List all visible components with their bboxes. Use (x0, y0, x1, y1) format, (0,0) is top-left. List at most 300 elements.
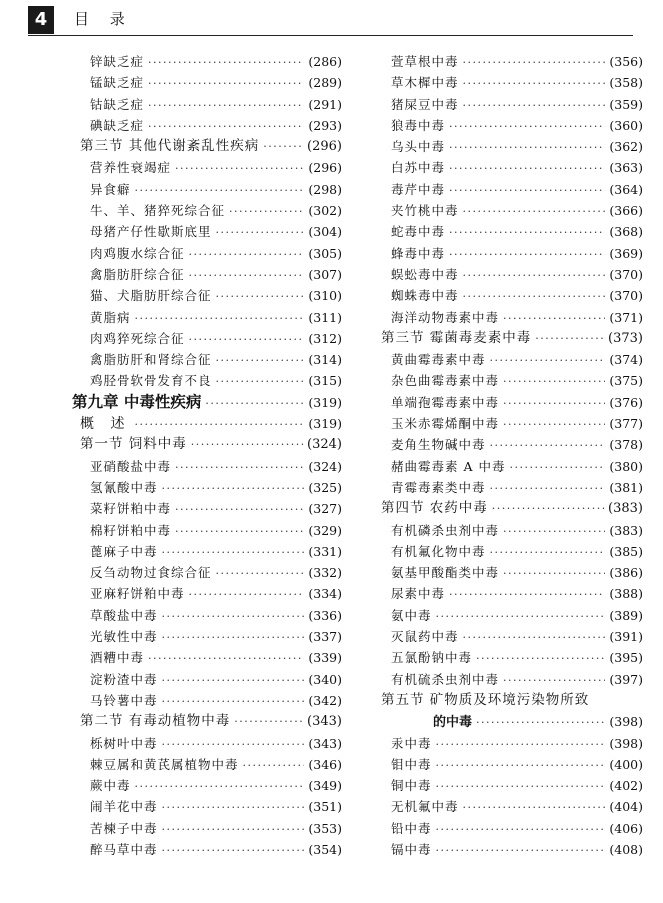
dot-leader (490, 350, 606, 371)
toc-entry-label: 草酸盐中毒 (90, 607, 158, 623)
dot-leader (162, 606, 305, 627)
toc-entry-page: (398) (609, 714, 643, 730)
toc-entry[interactable] (373, 733, 643, 754)
dot-leader (535, 328, 604, 349)
toc-entry[interactable] (72, 328, 342, 349)
toc-entry-label: 亚硝酸盐中毒 (90, 458, 172, 474)
toc-entry-page: (362) (609, 139, 643, 155)
toc-entry-page: (395) (609, 650, 643, 666)
dot-leader (463, 95, 606, 116)
toc-entry-page: (304) (308, 224, 342, 240)
toc-entry-label: 禽脂肪肝综合征 (90, 266, 185, 282)
toc-entry[interactable] (373, 264, 643, 285)
toc-entry[interactable] (373, 72, 643, 93)
dot-leader (436, 606, 606, 627)
dot-leader (205, 393, 304, 414)
dot-leader (503, 308, 605, 329)
dot-leader (503, 521, 605, 542)
toc-entry-page: (370) (609, 288, 643, 304)
dot-leader (436, 734, 606, 755)
toc-entry-label: 灭鼠药中毒 (391, 629, 459, 645)
dot-leader (162, 670, 305, 691)
toc-entry[interactable] (373, 477, 643, 498)
dot-leader (449, 180, 605, 201)
dot-leader (162, 691, 305, 712)
toc-entry-label: 苦楝子中毒 (90, 820, 158, 836)
toc-entry[interactable] (72, 370, 342, 391)
toc-entry-label: 尿素中毒 (391, 586, 446, 602)
toc-entry[interactable] (373, 775, 643, 796)
dot-leader (503, 371, 605, 392)
toc-entry[interactable] (72, 51, 342, 72)
toc-entry-page: (358) (609, 75, 643, 91)
toc-entry-label: 草木樨中毒 (391, 75, 459, 91)
toc-entry-label: 第五节 矿物质及环境污染物所致 (381, 691, 590, 708)
toc-entry[interactable] (373, 328, 643, 349)
toc-entry[interactable] (72, 94, 342, 115)
dot-leader (243, 755, 305, 776)
dot-leader (449, 158, 605, 179)
toc-entry-page: (385) (609, 543, 643, 559)
dot-leader (449, 584, 605, 605)
toc-entry-page: (376) (609, 394, 643, 410)
dot-leader (189, 244, 305, 265)
dot-leader (135, 180, 305, 201)
page-number: 4 (28, 6, 54, 34)
toc-entry-page: (343) (308, 735, 342, 751)
toc-entry[interactable] (373, 583, 643, 604)
toc-entry[interactable] (72, 690, 342, 711)
dot-leader (463, 286, 606, 307)
toc-entry[interactable] (373, 434, 643, 455)
toc-entry[interactable] (72, 562, 342, 583)
toc-entry-page: (340) (308, 671, 342, 687)
toc-entry-page: (364) (609, 181, 643, 197)
toc-entry-label: 的中毒 (433, 715, 473, 731)
toc-entry-page: (311) (308, 309, 342, 325)
toc-entry-page: (383) (608, 501, 643, 517)
toc-entry-page: (293) (308, 117, 342, 133)
toc-entry-page: (360) (609, 117, 643, 133)
dot-leader (436, 776, 606, 797)
toc-entry[interactable] (373, 669, 643, 690)
toc-entry-page: (378) (609, 437, 643, 453)
toc-entry-label: 亚麻籽饼粕中毒 (90, 586, 185, 602)
dot-leader (436, 819, 606, 840)
toc-entry[interactable] (373, 605, 643, 626)
toc-entry-label: 棘豆属和黄芪属植物中毒 (90, 756, 239, 772)
toc-entry[interactable] (72, 307, 342, 328)
toc-entry-label: 母猪产仔性歇斯底里 (90, 224, 212, 240)
dot-leader (216, 563, 305, 584)
toc-entry-page: (307) (308, 266, 342, 282)
toc-entry[interactable] (373, 94, 643, 115)
toc-entry-page: (325) (308, 479, 342, 495)
toc-entry-label: 第四节 农药中毒 (381, 500, 488, 517)
toc-entry-label: 酒糟中毒 (90, 650, 145, 666)
toc-entry[interactable] (72, 179, 342, 200)
toc-entry[interactable] (373, 711, 643, 732)
dot-leader (216, 222, 305, 243)
dot-leader (134, 414, 304, 435)
toc-entry-label: 肉鸡猝死综合征 (90, 330, 185, 346)
dot-leader (449, 116, 605, 137)
dot-leader (449, 137, 605, 158)
dot-leader (148, 73, 304, 94)
toc-entry[interactable] (72, 285, 342, 306)
toc-entry-label: 白苏中毒 (391, 160, 446, 176)
toc-entry-page: (310) (308, 288, 342, 304)
dot-leader (229, 201, 304, 222)
dot-leader (148, 95, 304, 116)
toc-entry-label: 氨基甲酸酯类中毒 (391, 565, 500, 581)
toc-entry-page: (349) (308, 778, 342, 794)
toc-entry-page: (315) (308, 373, 342, 389)
toc-entry-label: 闹羊花中毒 (90, 799, 158, 815)
toc-entry-page: (331) (308, 543, 342, 559)
toc-entry[interactable] (72, 243, 342, 264)
toc-entry[interactable] (373, 520, 643, 541)
toc-entry-page: (381) (609, 479, 643, 495)
toc-entry-page: (286) (308, 54, 342, 69)
dot-leader (162, 840, 305, 861)
toc-entry-label: 锰缺乏症 (90, 75, 145, 91)
toc-entry-label: 五氯酚钠中毒 (391, 650, 473, 666)
toc-entry[interactable] (373, 157, 643, 178)
toc-entry-page: (353) (308, 820, 342, 836)
toc-entry[interactable] (72, 796, 342, 817)
toc-entry-page: (332) (308, 565, 342, 581)
toc-entry-label: 青霉毒素类中毒 (391, 479, 486, 495)
dot-leader (135, 308, 305, 329)
toc-entry[interactable] (373, 179, 643, 200)
toc-entry-label: 禽脂肪肝和肾综合征 (90, 352, 212, 368)
toc-entry-page: (408) (609, 841, 643, 857)
toc-entry[interactable] (373, 562, 643, 583)
toc-entry-label: 淀粉渣中毒 (90, 671, 158, 687)
toc-entry-page: (305) (308, 245, 342, 261)
toc-entry[interactable] (72, 434, 342, 455)
toc-entry-label: 菜籽饼粕中毒 (90, 501, 172, 517)
toc-entry[interactable] (373, 136, 643, 157)
toc-entry-page: (324) (307, 437, 342, 453)
toc-entry-page: (354) (308, 841, 342, 857)
dot-leader (436, 840, 606, 861)
toc-entry-label: 肉鸡腹水综合征 (90, 245, 185, 261)
toc-entry[interactable] (72, 477, 342, 498)
toc-entry-label: 夹竹桃中毒 (391, 203, 459, 219)
toc-entry-page: (404) (609, 799, 643, 815)
toc-entry[interactable] (373, 796, 643, 817)
toc-entry[interactable] (72, 839, 342, 860)
dot-leader (490, 478, 606, 499)
toc-entry[interactable] (72, 498, 342, 519)
toc-entry-page: (342) (308, 692, 342, 708)
toc-entry-label: 钼中毒 (391, 756, 432, 772)
dot-leader (234, 711, 303, 732)
toc-entry-label: 杂色曲霉毒素中毒 (391, 373, 500, 389)
toc-entry-label: 猫、犬脂肪肝综合征 (90, 288, 212, 304)
toc-entry-label: 光敏性中毒 (90, 629, 158, 645)
toc-entry-page: (319) (308, 394, 342, 410)
toc-entry-label: 黄曲霉毒素中毒 (391, 352, 486, 368)
toc-entry-page: (371) (609, 309, 643, 325)
toc-entry-page: (314) (308, 352, 342, 368)
toc-entry-label: 毒芹中毒 (391, 181, 446, 197)
dot-leader (191, 434, 303, 455)
toc-entry[interactable] (72, 157, 342, 178)
dot-leader (175, 457, 304, 478)
toc-entry-label: 锌缺乏症 (90, 54, 145, 69)
toc-entry-label: 赭曲霉毒素 A 中毒 (391, 458, 506, 474)
dot-leader (175, 158, 304, 179)
toc-entry[interactable] (72, 711, 342, 732)
toc-entry-label: 营养性衰竭症 (90, 160, 172, 176)
toc-entry-label: 概 述 (80, 416, 131, 433)
dot-leader (476, 712, 605, 733)
dot-leader (463, 73, 606, 94)
toc-entry-page: (383) (609, 522, 643, 538)
dot-leader (449, 244, 605, 265)
toc-entry-page: (397) (609, 671, 643, 687)
toc-entry-page: (324) (308, 458, 342, 474)
toc-entry[interactable] (373, 349, 643, 370)
toc-entry[interactable] (72, 669, 342, 690)
toc-entry[interactable] (373, 690, 643, 711)
toc-entry-label: 镉中毒 (391, 841, 432, 857)
dot-leader (189, 584, 305, 605)
dot-leader (436, 755, 606, 776)
dot-leader (490, 435, 606, 456)
toc-entry-label: 反刍动物过食综合征 (90, 565, 212, 581)
toc-entry[interactable] (72, 583, 342, 604)
toc-entry[interactable] (373, 392, 643, 413)
toc-entry[interactable] (373, 754, 643, 775)
toc-entry-page: (327) (308, 501, 342, 517)
toc-entry-label: 牛、羊、猪猝死综合征 (90, 203, 226, 219)
toc-entry-page: (398) (609, 735, 643, 751)
toc-entry-label: 栎树叶中毒 (90, 735, 158, 751)
toc-entry-page: (380) (609, 458, 643, 474)
toc-entry-page: (391) (609, 629, 643, 645)
toc-entry-page: (351) (308, 799, 342, 815)
toc-entry-page: (346) (308, 756, 342, 772)
toc-entry-label: 氨中毒 (391, 607, 432, 623)
toc-entry-label: 第一节 饲料中毒 (80, 436, 187, 453)
toc-entry-label: 汞中毒 (391, 735, 432, 751)
toc-entry-page: (406) (609, 820, 643, 836)
toc-entry[interactable] (72, 775, 342, 796)
toc-entry-page: (334) (308, 586, 342, 602)
dot-leader (463, 52, 606, 73)
toc-entry-label: 有机硫杀虫剂中毒 (391, 671, 500, 687)
page-title: 目 录 (74, 10, 133, 28)
toc-entry-page: (369) (609, 245, 643, 261)
toc-entry[interactable] (373, 541, 643, 562)
toc-entry-label: 异食癖 (90, 181, 131, 197)
toc-entry-page: (389) (609, 607, 643, 623)
toc-entry[interactable] (373, 647, 643, 668)
toc-entry-label: 铜中毒 (391, 778, 432, 794)
toc-entry[interactable] (72, 115, 342, 136)
toc-entry-page: (339) (308, 650, 342, 666)
dot-leader (189, 329, 305, 350)
toc-entry[interactable] (72, 647, 342, 668)
toc-entry-label: 第九章 中毒性疾病 (72, 392, 202, 411)
toc-entry[interactable] (373, 285, 643, 306)
toc-entry-page: (377) (609, 416, 643, 432)
dot-leader (216, 350, 305, 371)
dot-leader (503, 393, 605, 414)
toc-entry-label: 乌头中毒 (391, 139, 446, 155)
toc-entry[interactable] (373, 115, 643, 136)
toc-entry-label: 蕨中毒 (90, 778, 131, 794)
toc-entry-label: 蜘蛛毒中毒 (391, 288, 459, 304)
dot-leader (135, 776, 305, 797)
toc-entry-label: 蜈蚣毒中毒 (391, 266, 459, 282)
toc-entry[interactable] (373, 413, 643, 434)
toc-entry[interactable] (373, 200, 643, 221)
toc-entry-page: (356) (609, 54, 643, 69)
toc-entry-label: 第三节 其他代谢紊乱性疾病 (80, 138, 260, 155)
toc-entry[interactable] (72, 349, 342, 370)
toc-entry[interactable] (72, 605, 342, 626)
toc-entry-label: 碘缺乏症 (90, 117, 145, 133)
dot-leader (189, 265, 305, 286)
toc-entry[interactable] (72, 221, 342, 242)
toc-entry[interactable] (72, 72, 342, 93)
toc-entry-label: 鸡胫骨软骨发育不良 (90, 373, 212, 389)
dot-leader (463, 627, 606, 648)
toc-entry[interactable] (373, 370, 643, 391)
dot-leader (492, 498, 604, 519)
toc-entry-page: (296) (307, 139, 342, 155)
toc-entry[interactable] (72, 626, 342, 647)
toc-entry-label: 海洋动物毒素中毒 (391, 309, 500, 325)
dot-leader (148, 52, 304, 73)
toc-entry-page: (402) (609, 778, 643, 794)
toc-entry-label: 单端孢霉毒素中毒 (391, 394, 500, 410)
toc-entry[interactable] (72, 754, 342, 775)
toc-entry-label: 氢氰酸中毒 (90, 479, 158, 495)
header-rule (28, 35, 633, 36)
toc-entry[interactable] (72, 264, 342, 285)
dot-leader (162, 819, 305, 840)
dot-leader (503, 563, 605, 584)
toc-entry-page: (386) (609, 565, 643, 581)
toc-entry-label: 玉米赤霉烯酮中毒 (391, 416, 500, 432)
dot-leader (148, 648, 304, 669)
toc-entry-page: (336) (308, 607, 342, 623)
toc-entry[interactable] (373, 51, 643, 72)
toc-entry-page: (388) (609, 586, 643, 602)
toc-entry[interactable] (373, 498, 643, 519)
toc-entry-page: (359) (609, 96, 643, 112)
toc-entry-label: 醉马草中毒 (90, 841, 158, 857)
toc-entry-label: 狼毒中毒 (391, 117, 446, 133)
toc-entry[interactable] (72, 541, 342, 562)
dot-leader (263, 136, 303, 157)
dot-leader (162, 542, 305, 563)
dot-leader (463, 201, 606, 222)
toc-entry-page: (329) (308, 522, 342, 538)
dot-leader (216, 286, 305, 307)
dot-leader (162, 478, 305, 499)
dot-leader (503, 414, 605, 435)
toc-entry-page: (363) (609, 160, 643, 176)
toc-entry[interactable] (72, 456, 342, 477)
dot-leader (463, 797, 606, 818)
toc-entry-page: (296) (308, 160, 342, 176)
toc-entry[interactable] (373, 818, 643, 839)
toc-entry[interactable] (72, 520, 342, 541)
toc-left-column (72, 51, 342, 860)
dot-leader (509, 457, 605, 478)
toc-entry-label: 第三节 霉菌毒麦素中毒 (381, 329, 532, 346)
toc-entry-label: 猪屎豆中毒 (391, 96, 459, 112)
toc-entry-label: 蓖麻子中毒 (90, 543, 158, 559)
toc-entry-page: (374) (609, 352, 643, 368)
toc-entry[interactable] (72, 818, 342, 839)
toc-entry-label: 有机磷杀虫剂中毒 (391, 522, 500, 538)
toc-entry[interactable] (72, 733, 342, 754)
toc-right-column (373, 51, 643, 860)
dot-leader (162, 627, 305, 648)
toc-entry[interactable] (72, 136, 342, 157)
toc-entry[interactable] (72, 200, 342, 221)
toc-entry[interactable] (373, 221, 643, 242)
dot-leader (162, 797, 305, 818)
toc-entry-page: (375) (609, 373, 643, 389)
toc-entry-label: 第二节 有毒动植物中毒 (80, 713, 231, 730)
toc-entry-page: (289) (308, 75, 342, 91)
toc-entry[interactable] (72, 413, 342, 434)
toc-entry[interactable] (373, 839, 643, 860)
dot-leader (162, 734, 305, 755)
toc-entry[interactable] (373, 243, 643, 264)
toc-entry-page: (368) (609, 224, 643, 240)
toc-entry-page: (373) (608, 330, 643, 346)
toc-entry-page: (343) (307, 714, 342, 730)
toc-entry[interactable] (373, 307, 643, 328)
dot-leader (148, 116, 304, 137)
toc-entry-page: (319) (308, 416, 342, 432)
dot-leader (476, 648, 605, 669)
toc-entry-page: (400) (609, 756, 643, 772)
toc-entry-label: 铅中毒 (391, 820, 432, 836)
toc-entry-label: 马铃薯中毒 (90, 692, 158, 708)
toc-entry-page: (302) (308, 203, 342, 219)
toc-entry-page: (370) (609, 266, 643, 282)
dot-leader (503, 670, 605, 691)
toc-entry-label: 麦角生物碱中毒 (391, 437, 486, 453)
toc-entry-page: (366) (609, 203, 643, 219)
toc-entry-page: (337) (308, 629, 342, 645)
toc-entry-label: 棉籽饼粕中毒 (90, 522, 172, 538)
dot-leader (175, 499, 304, 520)
toc-entry-label: 钴缺乏症 (90, 96, 145, 112)
dot-leader (463, 265, 606, 286)
dot-leader (216, 371, 305, 392)
toc-entry-label: 黄脂病 (90, 309, 131, 325)
toc-entry-label: 蜂毒中毒 (391, 245, 446, 261)
toc-entry-label: 蛇毒中毒 (391, 224, 446, 240)
toc-entry[interactable] (72, 392, 342, 413)
toc-entry-label: 有机氟化物中毒 (391, 543, 486, 559)
toc-entry[interactable] (373, 456, 643, 477)
toc-entry[interactable] (373, 626, 643, 647)
toc-entry-label: 无机氟中毒 (391, 799, 459, 815)
